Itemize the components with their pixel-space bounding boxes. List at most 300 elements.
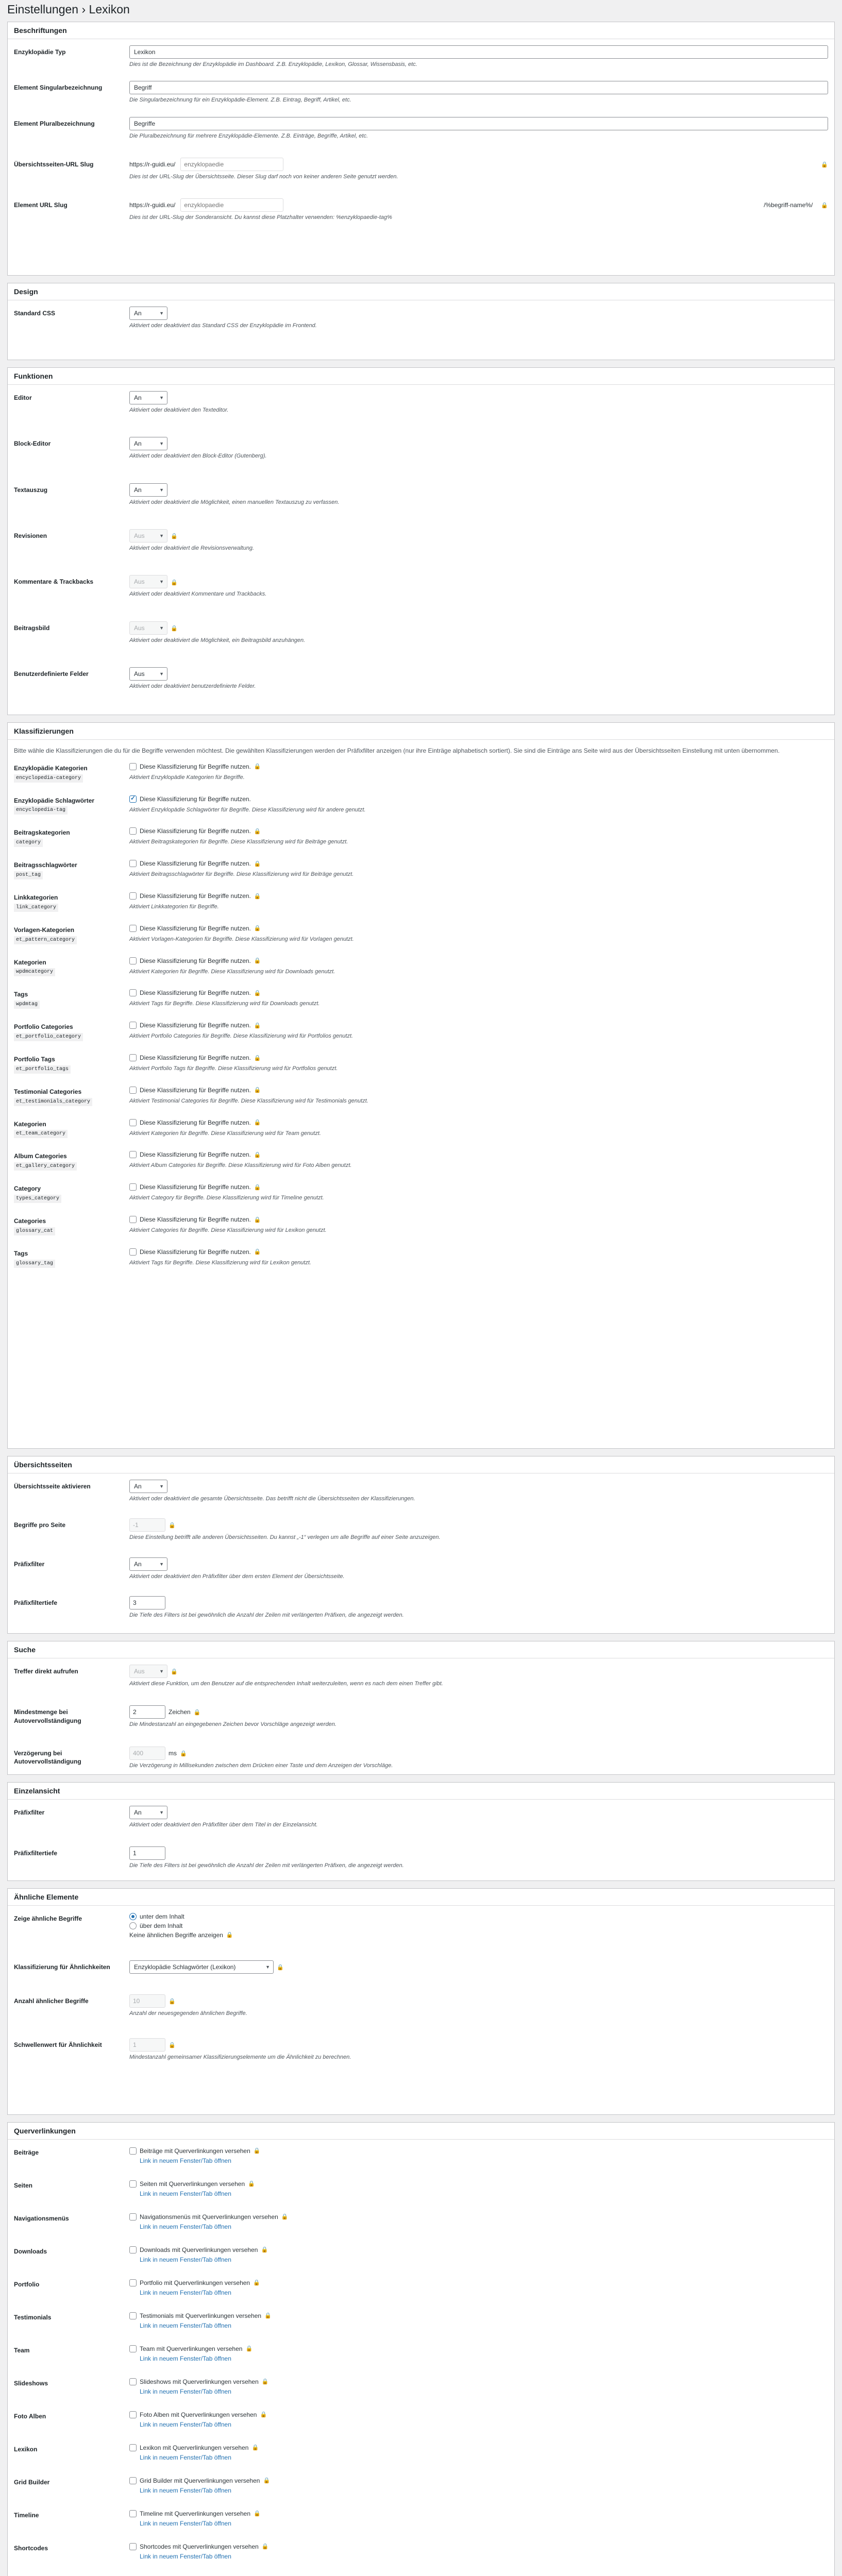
archive-depth-label: Präfixfiltertiefe — [14, 1599, 58, 1607]
crossref-option-text: Team mit Querverlinkungen versehen — [140, 2345, 243, 2352]
new-window-option[interactable]: Link in neuem Fenster/Tab öffnen — [140, 2519, 231, 2527]
lock-icon: 🔒 — [254, 893, 261, 900]
taxonomy-name: Kategorien — [14, 1120, 46, 1128]
crossref-row — [14, 2541, 828, 2561]
features-panel — [7, 367, 835, 715]
lock-icon: 🔒 — [254, 1120, 261, 1126]
plural-input[interactable] — [129, 117, 828, 130]
single-prefix-label: Präfixfilter — [14, 1808, 45, 1816]
taxonomy-label — [14, 826, 129, 847]
crossref-field — [129, 2179, 828, 2198]
crossref-field — [129, 2344, 828, 2363]
taxonomy-field — [129, 1053, 828, 1073]
checkbox[interactable] — [129, 2543, 137, 2550]
single-depth-label: Präfixfiltertiefe — [14, 1850, 58, 1857]
taxonomy-use-text: Diese Klassifizierung für Begriffe nutzen. — [140, 892, 251, 900]
checkbox[interactable] — [129, 2510, 137, 2517]
lock-icon: 🔒 — [264, 2313, 272, 2319]
crossref-option[interactable] — [129, 2443, 828, 2453]
taxonomy-slug: et_testimonials_category — [14, 1098, 92, 1106]
taxonomy-slug: et_portfolio_category — [14, 1033, 83, 1041]
lock-icon: 🔒 — [821, 161, 828, 168]
lock-icon: 🔒 — [261, 2247, 268, 2253]
plural-desc: Die Pluralbezeichnung für mehrere Enzyklopädie-Elemente. Z.B. Einträge, Begriffe, Artikel, etc. — [129, 132, 368, 139]
related-panel-title: Ähnliche Elemente — [8, 1889, 834, 1906]
related-count-input[interactable]: 10 — [129, 1994, 165, 2008]
taxonomy-use-text: Diese Klassifizierung für Begriffe nutzen. — [140, 827, 251, 835]
crossref-option-text: Navigationsmenüs mit Querverlinkungen versehen — [140, 2213, 278, 2221]
revisions-desc: Aktiviert oder deaktiviert die Revisionsverwaltung. — [129, 545, 255, 552]
css-select[interactable]: An ▼ — [129, 307, 167, 320]
checkbox[interactable] — [129, 957, 137, 964]
crossref-field — [129, 2509, 828, 2528]
new-window-option[interactable]: Link in neuem Fenster/Tab öffnen — [140, 2289, 231, 2296]
crossref-row — [14, 2476, 828, 2495]
new-window-option[interactable]: Link in neuem Fenster/Tab öffnen — [140, 2157, 231, 2164]
checkbox[interactable] — [129, 989, 137, 996]
taxonomy-use-option[interactable] — [129, 761, 828, 772]
checkbox[interactable] — [129, 2444, 137, 2451]
revisions-label: Revisionen — [14, 532, 47, 540]
taxonomy-label — [14, 1149, 129, 1171]
archive-slug-input[interactable] — [180, 158, 283, 171]
taxonomy-row — [14, 1053, 828, 1074]
lock-icon: 🔒 — [254, 1151, 261, 1158]
lock-icon: 🔒 — [169, 2042, 176, 2049]
chevron-down-icon: ▼ — [159, 395, 164, 400]
comments-select[interactable]: Aus ▼ — [129, 575, 167, 588]
taxonomies-intro: Bitte wähle die Klassifizierungen die du für die Begriffe verwenden möchtest. Die gewählten Klassifizierungen werden der Präfixfilter anzeigen (nur ihre Einträge alphabetisch sortiert). Sie sind die Einträge ans Seite wird aus der Übersichtsseiten Einstellung mit unten übernommen. — [14, 747, 780, 754]
new-window-option[interactable]: Link in neuem Fenster/Tab öffnen — [140, 2321, 231, 2329]
taxonomy-use-option[interactable] — [129, 956, 828, 966]
checkbox[interactable] — [129, 1216, 137, 1223]
archive-enable-select[interactable]: An ▼ — [129, 1480, 167, 1493]
crossref-label: Downloads — [14, 2247, 47, 2255]
threshold-input[interactable]: 1 — [129, 2038, 165, 2052]
taxonomy-name: Categories — [14, 1217, 46, 1225]
taxonomy-use-text: Diese Klassifizierung für Begriffe nutzen. — [140, 795, 251, 803]
checkbox[interactable] — [129, 2246, 137, 2253]
new-window-option[interactable]: Link in neuem Fenster/Tab öffnen — [140, 2453, 231, 2461]
taxonomy-name: Tags — [14, 991, 28, 998]
crossref-option[interactable] — [129, 2245, 828, 2255]
chevron-down-icon: ▼ — [159, 1483, 164, 1489]
taxonomy-use-option[interactable] — [129, 1117, 828, 1128]
crossref-row — [14, 2245, 828, 2264]
taxonomy-name: Beitragskategorien — [14, 829, 70, 837]
taxonomy-label — [14, 988, 129, 1009]
taxonomy-field — [129, 1247, 828, 1267]
related-show-label: Zeige ähnliche Begriffe — [14, 1914, 82, 1922]
crossref-option[interactable] — [129, 2344, 828, 2354]
taxonomy-field — [129, 1149, 828, 1170]
checkbox[interactable] — [129, 1119, 137, 1126]
lock-icon: 🔒 — [254, 1184, 261, 1191]
related-tax-label: Klassifizierung für Ähnlichkeiten — [14, 1963, 110, 1971]
related-hide-option[interactable]: Keine ähnlichen Begriffe anzeigen 🔒 — [129, 1931, 233, 1939]
design-panel — [7, 283, 835, 360]
crossref-label: Beiträge — [14, 2148, 39, 2156]
taxonomy-use-text: Diese Klassifizierung für Begriffe nutzen. — [140, 1022, 251, 1029]
archive-depth-input[interactable]: 3 — [129, 1596, 165, 1609]
taxonomy-use-text: Diese Klassifizierung für Begriffe nutzen. — [140, 924, 251, 932]
taxonomy-name: Enzyklopädie Kategorien — [14, 764, 88, 772]
taxonomy-desc: Aktiviert Album Categories für Begriffe. Diese Klassifizierung wird für Foto Alben genutzt. — [129, 1162, 352, 1169]
taxonomy-desc: Aktiviert Linkkategorien für Begriffe. — [129, 904, 219, 910]
taxonomy-slug: et_team_category — [14, 1130, 68, 1138]
archive-depth-desc: Die Tiefe des Filters ist bei gewöhnlich die Anzahl der Zeilen mit verlängerten Präfixen, die angezeigt werden. — [129, 1612, 404, 1619]
taxonomy-slug: et_portfolio_tags — [14, 1065, 71, 1074]
taxonomy-field — [129, 794, 828, 814]
taxonomy-use-option[interactable] — [129, 826, 828, 836]
lock-icon: 🔒 — [261, 2379, 269, 2385]
custom-fields-select[interactable]: Aus ▼ — [129, 667, 167, 681]
taxonomy-slug: link_category — [14, 904, 58, 912]
lock-icon: 🔒 — [171, 533, 178, 540]
related-tax-select[interactable]: Enzyklopädie Schlagwörter (Lexikon) ▼ — [129, 1960, 274, 1974]
crossref-option[interactable] — [129, 2278, 828, 2288]
taxonomy-use-option[interactable] — [129, 1085, 828, 1095]
crossref-option[interactable] — [129, 2146, 828, 2156]
checkbox[interactable] — [129, 2477, 137, 2484]
taxonomy-row — [14, 1149, 828, 1171]
lock-icon: 🔒 — [254, 1249, 261, 1256]
taxonomy-use-option[interactable] — [129, 1214, 828, 1225]
item-url-prefix: https://r-guidi.eu/ — [129, 201, 176, 209]
radio[interactable] — [129, 1913, 137, 1920]
type-desc: Dies ist die Bezeichnung der Enzyklopädie im Dashboard. Z.B. Enzyklopädie, Lexikon, Glossar, Wissensbasis, etc. — [129, 61, 417, 67]
custom-fields-desc: Aktiviert oder deaktiviert benutzerdefinierte Felder. — [129, 683, 256, 690]
checkbox[interactable] — [129, 827, 137, 835]
new-window-option[interactable]: Link in neuem Fenster/Tab öffnen — [140, 2552, 231, 2560]
taxonomy-desc: Aktiviert Category für Begriffe. Diese Klassifizierung wird für Timeline genutzt. — [129, 1195, 324, 1201]
plural-label: Element Pluralbezeichnung — [14, 120, 95, 127]
new-window-option[interactable]: Link in neuem Fenster/Tab öffnen — [140, 2190, 231, 2197]
taxonomy-use-option[interactable] — [129, 1182, 828, 1192]
item-slug-desc: Dies ist der URL-Slug der Sonderansicht. Du kannst diese Platzhalter verwenden: %enzyklopaedie-tag% — [129, 214, 392, 221]
lock-icon: 🔒 — [821, 202, 828, 209]
lock-icon: 🔒 — [260, 2412, 267, 2418]
taxonomy-field — [129, 923, 828, 943]
taxonomy-use-option[interactable] — [129, 1053, 828, 1063]
crossref-label: Portfolio — [14, 2280, 40, 2288]
archive-panel — [7, 1456, 835, 1634]
crossref-row — [14, 2311, 828, 2330]
lock-icon: 🔒 — [277, 1964, 284, 1971]
lock-icon: 🔒 — [253, 2280, 260, 2286]
threshold-label: Schwellenwert für Ähnlichkeit — [14, 2041, 102, 2049]
crossref-option-text: Shortcodes mit Querverlinkungen versehen — [140, 2543, 259, 2550]
page-title: Einstellungen › Lexikon — [7, 3, 130, 16]
checkbox[interactable] — [129, 2180, 137, 2188]
checkbox[interactable] — [129, 1151, 137, 1158]
crossref-row — [14, 2509, 828, 2528]
chevron-down-icon: ▼ — [159, 671, 164, 677]
lock-icon: 🔒 — [254, 990, 261, 996]
taxonomy-name: Portfolio Categories — [14, 1023, 73, 1031]
checkbox[interactable] — [129, 2312, 137, 2319]
taxonomy-use-option[interactable] — [129, 988, 828, 998]
taxonomy-use-text: Diese Klassifizierung für Begriffe nutzen. — [140, 1183, 251, 1191]
singular-input[interactable] — [129, 81, 828, 94]
excerpt-select[interactable]: An ▼ — [129, 483, 167, 497]
checkbox[interactable] — [129, 2147, 137, 2155]
related-count-desc: Anzahl der neuesgegenden ähnlichen Begriffe. — [129, 2010, 247, 2016]
lock-icon: 🔒 — [254, 828, 261, 835]
taxonomy-field — [129, 956, 828, 976]
new-window-option[interactable]: Link in neuem Fenster/Tab öffnen — [140, 2420, 231, 2428]
new-window-option[interactable]: Link in neuem Fenster/Tab öffnen — [140, 2387, 231, 2395]
lock-icon: 🔒 — [251, 2445, 259, 2451]
taxonomy-row — [14, 794, 828, 815]
crossref-row — [14, 2410, 828, 2429]
taxonomy-label — [14, 1214, 129, 1235]
crossref-row — [14, 2179, 828, 2198]
taxonomies-panel — [7, 722, 835, 1449]
css-label: Standard CSS — [14, 309, 56, 317]
lock-icon: 🔒 — [254, 925, 261, 932]
editor-desc: Aktiviert oder deaktiviert den Texteditor. — [129, 406, 229, 413]
taxonomy-slug: encyclopedia-tag — [14, 806, 68, 815]
taxonomy-slug: glossary_tag — [14, 1260, 55, 1268]
crossref-option-text: Lexikon mit Querverlinkungen versehen — [140, 2444, 249, 2451]
singular-desc: Die Singularbezeichnung für ein Enzyklopädie-Element. Z.B. Eintrag, Begriff, Artikel, etc. — [129, 97, 351, 104]
taxonomy-desc: Aktiviert Portfolio Tags für Begriffe. Diese Klassifizierung wird für Portfolios genutzt. — [129, 1065, 338, 1072]
taxonomy-label — [14, 1085, 129, 1106]
taxonomy-field — [129, 1182, 828, 1202]
item-url-suffix: /%begriff-name%/ — [764, 201, 813, 209]
crossref-label: Foto Alben — [14, 2412, 46, 2420]
new-window-option[interactable]: Link in neuem Fenster/Tab öffnen — [140, 2486, 231, 2494]
item-slug-label: Element URL Slug — [14, 201, 68, 209]
taxonomy-slug: types_category — [14, 1195, 61, 1203]
taxonomy-field — [129, 761, 828, 782]
new-window-option[interactable]: Link in neuem Fenster/Tab öffnen — [140, 2354, 231, 2362]
related-above-option[interactable]: über dem Inhalt — [129, 1921, 828, 1930]
thumbnail-label: Beitragsbild — [14, 624, 50, 632]
taxonomy-row — [14, 761, 828, 783]
lock-icon: 🔒 — [171, 579, 178, 586]
lock-icon: 🔒 — [245, 2346, 253, 2352]
delay-unit: ms — [169, 1749, 177, 1757]
taxonomies-panel-title: Klassifizierungen — [8, 723, 834, 740]
chevron-down-icon: ▼ — [159, 533, 164, 539]
taxonomy-use-text: Diese Klassifizierung für Begriffe nutzen. — [140, 989, 251, 997]
crossref-list — [14, 2146, 828, 2576]
lock-icon: 🔒 — [226, 1931, 233, 1938]
comments-desc: Aktiviert oder deaktiviert Kommentare und Trackbacks. — [129, 591, 267, 598]
taxonomy-label — [14, 1020, 129, 1041]
checkbox[interactable] — [129, 795, 137, 803]
chevron-down-icon: ▼ — [159, 1809, 164, 1815]
archive-prefix-label: Präfixfilter — [14, 1560, 45, 1568]
checkbox[interactable] — [129, 2213, 137, 2221]
checkbox[interactable] — [129, 2279, 137, 2286]
crossref-option[interactable] — [129, 2476, 828, 2486]
thumbnail-select[interactable]: Aus ▼ — [129, 621, 167, 635]
checkbox[interactable] — [129, 925, 137, 932]
taxonomy-desc: Aktiviert Testimonial Categories für Begriffe. Diese Klassifizierung wird für Testimonials genutzt. — [129, 1097, 368, 1104]
related-count-label: Anzahl ähnlicher Begriffe — [14, 1997, 89, 2005]
taxonomy-desc: Aktiviert Beitragskategorien für Begriffe. Diese Klassifizierung wird für Beiträge genutzt. — [129, 839, 348, 845]
crossref-option[interactable] — [129, 2377, 828, 2387]
crossref-row — [14, 2443, 828, 2462]
crossref-field — [129, 2311, 828, 2330]
lock-icon: 🔒 — [254, 958, 261, 964]
lock-icon: 🔒 — [254, 2511, 261, 2517]
crossref-row — [14, 2212, 828, 2231]
checkbox[interactable] — [129, 1054, 137, 1061]
min-chars-input[interactable]: 2 — [129, 1705, 165, 1719]
archive-prefix-desc: Aktiviert oder deaktiviert den Präfixfilter über dem ersten Element der Übersichtsseite. — [129, 1573, 345, 1580]
chevron-down-icon: ▼ — [159, 487, 164, 493]
taxonomy-slug: et_pattern_category — [14, 936, 77, 944]
chevron-down-icon: ▼ — [159, 579, 164, 585]
taxonomy-row — [14, 1085, 828, 1106]
crossref-field — [129, 2410, 828, 2429]
lock-icon: 🔒 — [254, 860, 261, 867]
taxonomy-slug: wpdmtag — [14, 1001, 40, 1009]
taxonomy-slug: glossary_cat — [14, 1227, 55, 1235]
checkbox[interactable] — [129, 860, 137, 867]
taxonomy-use-option[interactable] — [129, 1020, 828, 1030]
lock-icon: 🔒 — [253, 2148, 261, 2155]
checkbox[interactable] — [129, 763, 137, 770]
lock-icon: 🔒 — [180, 1750, 187, 1757]
crossref-option-text: Foto Alben mit Querverlinkungen versehen — [140, 2411, 257, 2418]
crossref-option[interactable] — [129, 2541, 828, 2552]
css-desc: Aktiviert oder deaktiviert das Standard CSS der Enzyklopädie im Frontend. — [129, 322, 317, 329]
editor-select[interactable]: An ▼ — [129, 391, 167, 404]
crossref-panel — [7, 2122, 835, 2576]
chevron-down-icon: ▼ — [159, 1561, 164, 1567]
taxonomy-label — [14, 1182, 129, 1203]
taxonomy-name: Vorlagen-Kategorien — [14, 926, 75, 934]
taxonomy-field — [129, 1214, 828, 1234]
crossref-option[interactable] — [129, 2509, 828, 2519]
taxonomy-use-text: Diese Klassifizierung für Begriffe nutzen. — [140, 1086, 251, 1094]
radio[interactable] — [129, 1922, 137, 1929]
taxonomy-slug: et_gallery_category — [14, 1162, 77, 1171]
taxonomy-field — [129, 1117, 828, 1138]
taxonomy-name: Linkkategorien — [14, 894, 58, 902]
taxonomy-list — [14, 761, 828, 1268]
taxonomy-use-option[interactable] — [129, 923, 828, 934]
lock-icon: 🔒 — [171, 625, 178, 632]
taxonomy-label — [14, 1247, 129, 1268]
taxonomy-row — [14, 1020, 828, 1041]
crossref-field — [129, 2245, 828, 2264]
new-window-option[interactable]: Link in neuem Fenster/Tab öffnen — [140, 2256, 231, 2263]
crossref-option[interactable] — [129, 2212, 828, 2222]
taxonomy-field — [129, 1020, 828, 1040]
taxonomy-use-option[interactable] — [129, 794, 828, 804]
crossref-row — [14, 2344, 828, 2363]
crossref-row — [14, 2146, 828, 2165]
crossref-option[interactable] — [129, 2410, 828, 2420]
related-below-option[interactable]: unter dem Inhalt — [129, 1912, 828, 1921]
taxonomy-row — [14, 826, 828, 847]
crossref-option-text: Slideshows mit Querverlinkungen versehen — [140, 2378, 259, 2385]
checkbox[interactable] — [129, 1022, 137, 1029]
taxonomy-name: Kategorien — [14, 958, 46, 966]
revisions-select[interactable]: Aus ▼ — [129, 529, 167, 543]
taxonomy-use-option[interactable] — [129, 1149, 828, 1160]
taxonomy-name: Category — [14, 1185, 41, 1193]
taxonomy-use-option[interactable] — [129, 891, 828, 901]
taxonomy-desc: Aktiviert Beitragsschlagwörter für Begriffe. Diese Klassifizierung wird für Beiträge genutzt. — [129, 871, 354, 878]
checkbox[interactable] — [129, 892, 137, 900]
delay-label: Verzögerung bei Autovervollständigung — [14, 1749, 81, 1766]
crossref-option-text: Seiten mit Querverlinkungen versehen — [140, 2180, 245, 2188]
taxonomy-desc: Aktiviert Enzyklopädie Kategorien für Begriffe. — [129, 774, 245, 781]
lock-icon: 🔒 — [261, 2544, 269, 2550]
archive-enable-desc: Aktiviert oder deaktiviert die gesamte Übersichtsseite. Das betrifft nicht die Übersichtsseiten der Klassifizierungen. — [129, 1495, 415, 1502]
autocomplete-select[interactable]: Aus ▼ — [129, 1665, 167, 1678]
crossref-option[interactable] — [129, 2311, 828, 2321]
checkbox[interactable] — [129, 2345, 137, 2352]
new-window-option[interactable]: Link in neuem Fenster/Tab öffnen — [140, 2223, 231, 2230]
min-chars-desc: Die Mindestanzahl an eingegebenen Zeichen bevor Vorschläge angezeigt werden. — [129, 1721, 336, 1728]
taxonomy-use-option[interactable] — [129, 858, 828, 869]
per-page-input[interactable]: -1 — [129, 1518, 165, 1532]
custom-fields-label: Benutzerdefinierte Felder — [14, 670, 89, 678]
lock-icon: 🔒 — [169, 1998, 176, 2005]
single-prefix-select[interactable]: An ▼ — [129, 1806, 167, 1819]
threshold-desc: Mindestanzahl gemeinsamer Klassifizierungselemente um die Ähnlichkeit zu berechnen. — [129, 2054, 351, 2061]
taxonomy-row — [14, 956, 828, 977]
features-panel-title: Funktionen — [8, 368, 834, 385]
crossref-label: Shortcodes — [14, 2544, 48, 2552]
taxonomy-slug: wpdmcategory — [14, 968, 55, 976]
lock-icon: 🔒 — [254, 1022, 261, 1029]
taxonomy-use-option[interactable] — [129, 1247, 828, 1257]
checkbox[interactable] — [129, 2378, 137, 2385]
taxonomy-row — [14, 891, 828, 912]
checkbox[interactable] — [129, 2411, 137, 2418]
type-input[interactable] — [129, 45, 828, 59]
block-editor-select[interactable]: An ▼ — [129, 437, 167, 450]
crossref-option[interactable] — [129, 2179, 828, 2189]
crossref-label: Team — [14, 2346, 30, 2354]
archive-panel-title: Übersichtsseiten — [8, 1456, 834, 1473]
taxonomy-label — [14, 858, 129, 879]
crossref-label: Lexikon — [14, 2445, 38, 2453]
chevron-down-icon: ▼ — [265, 1964, 270, 1970]
checkbox[interactable] — [129, 1248, 137, 1256]
single-depth-input[interactable]: 1 — [129, 1846, 165, 1860]
lock-icon: 🔒 — [254, 1055, 261, 1061]
taxonomy-use-text: Diese Klassifizierung für Begriffe nutzen. — [140, 1216, 251, 1224]
checkbox[interactable] — [129, 1183, 137, 1191]
checkbox[interactable] — [129, 1087, 137, 1094]
delay-input[interactable]: 400 — [129, 1747, 165, 1760]
search-panel — [7, 1641, 835, 1775]
taxonomy-desc: Aktiviert Tags für Begriffe. Diese Klassifizierung wird für Downloads genutzt. — [129, 1001, 320, 1007]
taxonomy-use-text: Diese Klassifizierung für Begriffe nutzen. — [140, 1054, 251, 1062]
item-slug-input[interactable] — [180, 198, 283, 212]
taxonomy-name: Tags — [14, 1249, 28, 1257]
lock-icon: 🔒 — [254, 1087, 261, 1094]
taxonomy-row — [14, 858, 828, 879]
excerpt-label: Textauszug — [14, 486, 48, 494]
lock-icon: 🔒 — [171, 1668, 178, 1675]
taxonomy-label — [14, 891, 129, 912]
crossref-row — [14, 2278, 828, 2297]
crossref-field — [129, 2377, 828, 2396]
archive-slug-desc: Dies ist der URL-Slug der Übersichtsseite. Dieser Slug darf noch von keiner anderen Seite genutzt werden. — [129, 174, 398, 180]
archive-prefix-select[interactable]: An ▼ — [129, 1557, 167, 1571]
